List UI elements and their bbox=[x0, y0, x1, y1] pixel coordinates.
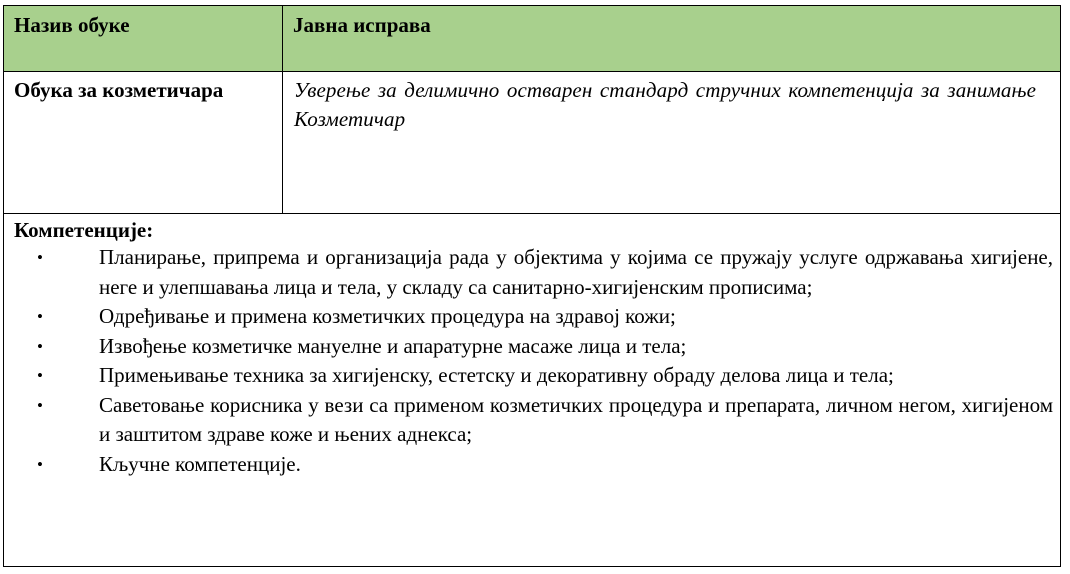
list-item bbox=[4, 332, 1060, 362]
competencies-cell bbox=[4, 214, 1061, 567]
training-name-cell bbox=[4, 72, 283, 214]
bullet-icon: • bbox=[37, 366, 43, 385]
bullet-icon: • bbox=[37, 395, 43, 415]
header-cell-certificate bbox=[283, 6, 1061, 72]
competency-text: Кључне компетенције. bbox=[99, 451, 301, 476]
header-cell-training-name bbox=[4, 6, 283, 72]
table-row bbox=[4, 72, 1061, 214]
training-table-container bbox=[3, 5, 1061, 567]
list-item bbox=[4, 243, 1060, 302]
bullet-icon: • bbox=[37, 307, 43, 326]
table-header-row bbox=[4, 6, 1061, 72]
list-item bbox=[4, 302, 1060, 332]
bullet-icon: • bbox=[37, 336, 43, 356]
list-item bbox=[4, 391, 1060, 450]
competency-text: Извођење козметичке мануелне и апаратурне масаже лица и тела; bbox=[99, 333, 687, 358]
bullet-icon: • bbox=[37, 454, 43, 474]
competency-text: Примењивање техника за хигијенску, естетску и декоративну обраду делова лица и тела; bbox=[99, 363, 894, 387]
list-item bbox=[4, 450, 1060, 480]
training-name: Обука за козметичара bbox=[14, 78, 224, 102]
competency-text: Саветовање корисника у вези са применом козметичких процедура и препарата, личном негом, хигијеном и заштитом здраве коже и њених аднекса; bbox=[99, 392, 1053, 446]
competency-text: Одређивање и примена козметичких процедура на здравој кожи; bbox=[99, 304, 676, 328]
certificate-text: Уверење за делимично остварен стандард стручних компетенција за занимање Козметичар bbox=[294, 78, 1036, 131]
header-certificate-label: Јавна исправа bbox=[293, 13, 431, 37]
bullet-icon: • bbox=[37, 248, 43, 267]
competencies-list bbox=[4, 243, 1060, 479]
competencies-title: Компетенције: bbox=[14, 218, 154, 242]
competencies-row bbox=[4, 214, 1061, 567]
certificate-cell bbox=[283, 72, 1061, 214]
list-item bbox=[4, 361, 1060, 391]
header-training-name-label: Назив обуке bbox=[14, 13, 130, 37]
training-table bbox=[3, 5, 1061, 567]
competency-text: Планирање, припрема и организација рада у објектима у којима се пружају услуге одржавања хигијене, неге и улепшавања лица и тела, у складу са санитарно-хигијенским прописима; bbox=[99, 245, 1053, 299]
